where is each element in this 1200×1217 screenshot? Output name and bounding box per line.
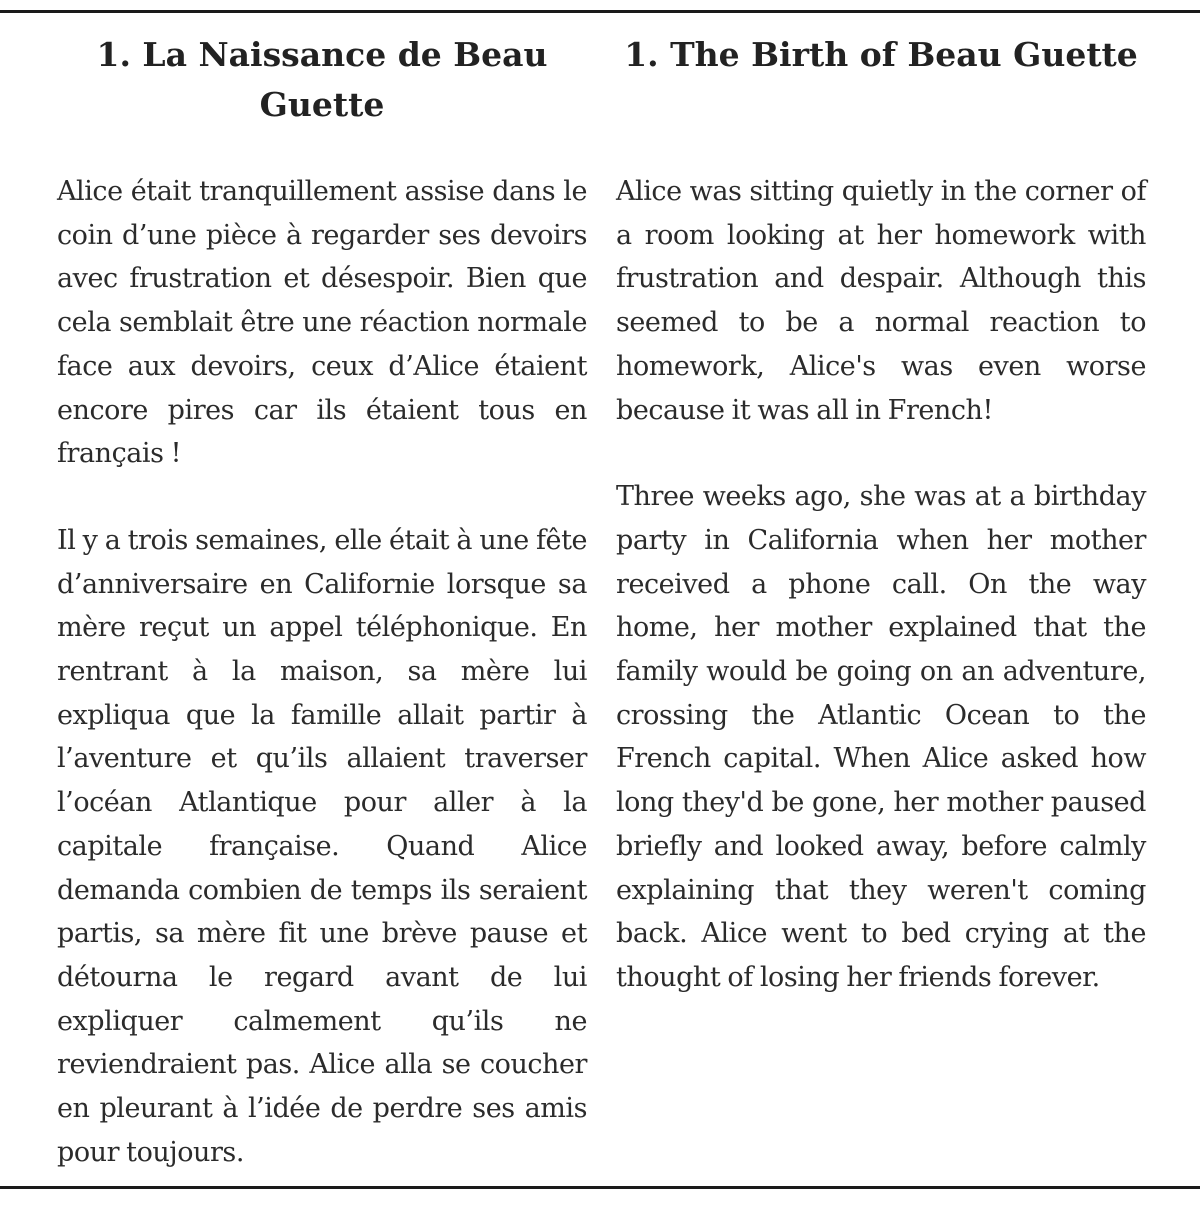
french-chapter-title: 1. La Naissance de Beau Guette (96, 35, 548, 124)
french-paragraph-2: Il y a trois semaines, elle était à une fête d’anniversaire en Californie lorsque sa mère reçut un appel téléphonique. En rentrant à la maison, sa mère lui expliqua que la famille allait partir à l’aventure et qu’ils allaient traverser l’océan Atlantique pour aller à la capitale française. Quand Alice demanda combien de temps ils seraient partis, sa mère fit une brève pause et détourna le regard avant de lui expliquer calmement qu’ils ne reviendraient pas. Alice alla se coucher en pleurant à l’idée de perdre ses amis pour toujours. (57, 524, 587, 1168)
english-paragraph-1: Alice was sitting quietly in the corner of a room looking at her homework with frustration and despair. Although this seemed to be a normal reaction to homework, Alice's was even worse because it was all in French! (616, 176, 1146, 426)
english-column (616, 30, 1146, 1043)
english-paragraph-2: Three weeks ago, she was at a birthday party in California when her mother received a phone call. On the way home, her mother explained that the family would be going on an adventure, crossing the Atlantic Ocean to the French capital. When Alice asked how long they'd be gone, her mother paused briefly and looked away, before calmly explaining that they weren't coming back. Alice went to bed crying at the thought of losing her friends forever. (616, 481, 1146, 993)
top-rule (0, 10, 1200, 13)
bottom-rule (0, 1186, 1200, 1189)
french-paragraph-1: Alice était tranquillement assise dans le coin d’une pièce à regarder ses devoirs avec frustration et désespoir. Bien que cela semblait être une réaction normale face aux devoirs, ceux d’Alice étaient encore pires car ils étaient tous en français ! (57, 176, 587, 470)
english-chapter-title: 1. The Birth of Beau Guette (624, 35, 1138, 74)
french-column (57, 30, 587, 1217)
